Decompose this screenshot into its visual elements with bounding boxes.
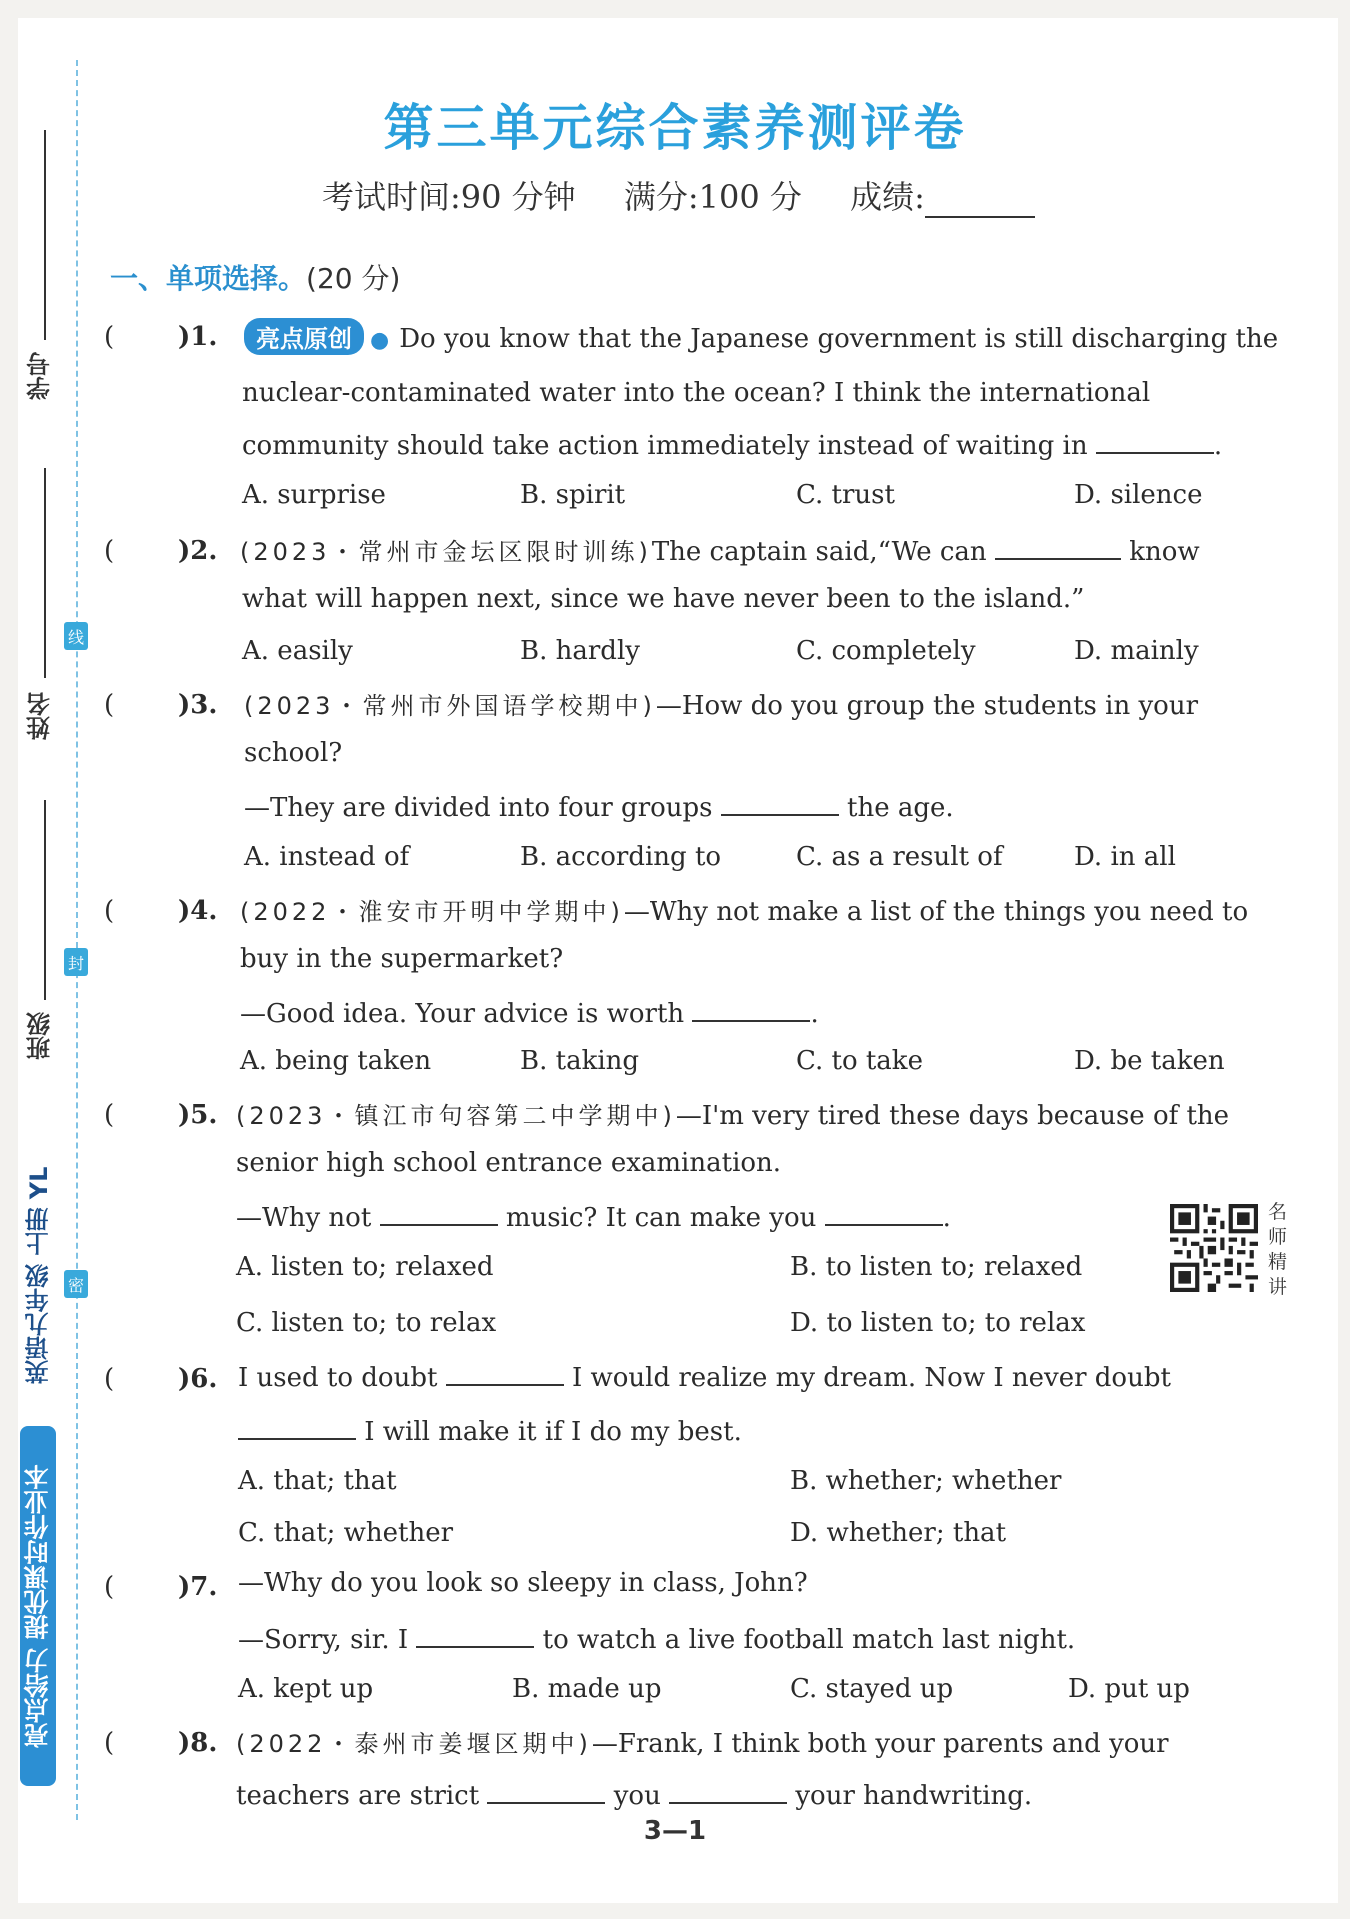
answer-blank[interactable]	[669, 1778, 787, 1804]
question-text: —Why not	[236, 1203, 372, 1233]
binding-dashed-line	[76, 60, 78, 1820]
question-text: —Sorry, sir. I	[238, 1625, 409, 1655]
question-text: —How do you group the students in your	[655, 691, 1199, 721]
question-source: (2022・泰州市姜堰区期中)	[236, 1730, 592, 1758]
option-c[interactable]: C. as a result of	[796, 842, 1003, 872]
student-no-line	[44, 130, 46, 340]
answer-bracket[interactable]: (	[104, 536, 115, 566]
answer-blank[interactable]	[995, 534, 1121, 560]
question-text: I will make it if I do my best.	[364, 1417, 742, 1447]
question-text: to watch a live football match last night.	[542, 1625, 1076, 1655]
option-a[interactable]: A. being taken	[240, 1046, 432, 1076]
option-d[interactable]: D. in all	[1074, 842, 1176, 872]
brand-logo: 亮点给力 提优课时作业本	[20, 1426, 56, 1786]
answer-bracket[interactable]: (	[104, 322, 115, 352]
cut-mark-seal: 封	[64, 948, 88, 976]
question-text: Do you know that the Japanese government is still discharging the	[399, 324, 1279, 354]
option-a[interactable]: A. listen to; relaxed	[236, 1252, 494, 1282]
option-c[interactable]: C. completely	[796, 636, 976, 666]
option-a[interactable]: A. that; that	[238, 1466, 397, 1496]
question-text: you	[613, 1781, 661, 1811]
section-points: (20 分)	[306, 262, 401, 295]
question-text: I would realize my dream. Now I never doubt	[571, 1363, 1171, 1393]
question-text: —They are divided into four groups	[244, 793, 713, 823]
option-d[interactable]: D. mainly	[1074, 636, 1199, 666]
option-d[interactable]: D. put up	[1068, 1674, 1190, 1704]
question-number: )2.	[178, 536, 218, 566]
question-source: (2023・常州市金坛区限时训练)	[240, 538, 652, 566]
option-d[interactable]: D. whether; that	[790, 1518, 1007, 1548]
class-label: 班级	[26, 1012, 55, 1060]
question-text: know	[1129, 537, 1200, 567]
score-label: 成绩:	[850, 178, 925, 216]
page-number: 3—1	[643, 1816, 707, 1846]
qr-code[interactable]	[1170, 1204, 1258, 1292]
option-c[interactable]: C. stayed up	[790, 1674, 954, 1704]
badge-dot-icon: ●	[370, 328, 390, 353]
answer-blank[interactable]	[380, 1200, 498, 1226]
question-number: )8.	[178, 1728, 218, 1758]
cut-mark-secret: 密	[64, 1270, 88, 1298]
question-number: )4.	[178, 896, 218, 926]
option-a[interactable]: A. instead of	[244, 842, 410, 872]
question-number: )7.	[178, 1572, 218, 1602]
answer-blank[interactable]	[692, 996, 810, 1022]
question-text: I used to doubt	[238, 1363, 438, 1393]
option-c[interactable]: C. to take	[796, 1046, 923, 1076]
option-b[interactable]: B. made up	[512, 1674, 662, 1704]
class-line	[44, 800, 46, 1000]
question-text: school?	[244, 738, 343, 768]
page-title: 第三单元综合素养测评卷	[383, 99, 967, 157]
answer-bracket[interactable]: (	[104, 1100, 115, 1130]
question-text: what will happen next, since we have never been to the island.”	[242, 584, 1085, 614]
option-b[interactable]: B. spirit	[520, 480, 626, 510]
option-b[interactable]: B. whether; whether	[790, 1466, 1062, 1496]
question-number: )5.	[178, 1100, 218, 1130]
binding-margin	[0, 0, 84, 1919]
question-text-line: nuclear-contaminated water into the ocean? I think the international	[242, 378, 1151, 408]
answer-blank[interactable]	[825, 1200, 943, 1226]
answer-bracket[interactable]: (	[104, 1728, 115, 1758]
answer-bracket[interactable]: (	[104, 1364, 115, 1394]
question-number: )6.	[178, 1364, 218, 1394]
section-heading	[110, 257, 400, 297]
name-line	[44, 468, 46, 678]
option-b[interactable]: B. taking	[520, 1046, 640, 1076]
option-d[interactable]: D. be taken	[1074, 1046, 1225, 1076]
question-text: —Why do you look so sleepy in class, John?	[238, 1568, 808, 1598]
answer-blank[interactable]	[416, 1622, 534, 1648]
original-badge: 亮点原创	[244, 318, 364, 355]
exam-info	[322, 172, 1073, 218]
option-d[interactable]: D. silence	[1074, 480, 1203, 510]
question-text: your handwriting.	[795, 1781, 1033, 1811]
question-source: (2023・常州市外国语学校期中)	[244, 692, 656, 720]
full-score: 满分:100 分	[623, 178, 802, 216]
student-no-label: 学号	[26, 352, 55, 400]
question-number: )3.	[178, 690, 218, 720]
question-source: (2022・淮安市开明中学期中)	[240, 898, 624, 926]
section-title: 一、单项选择。	[110, 262, 307, 295]
option-a[interactable]: A. easily	[242, 636, 353, 666]
answer-blank[interactable]	[1096, 428, 1214, 454]
cut-mark-line: 线	[64, 622, 88, 650]
question-text: community should take action immediately instead of waiting in	[242, 431, 1088, 461]
answer-blank[interactable]	[721, 790, 839, 816]
score-blank[interactable]	[925, 186, 1035, 218]
option-a[interactable]: A. surprise	[242, 480, 386, 510]
question-text: —Good idea. Your advice is worth	[240, 999, 685, 1029]
question-text: —Why not make a list of the things you need to	[623, 897, 1249, 927]
book-title: 英语九年级 上册 YL	[24, 1166, 53, 1384]
option-c[interactable]: C. trust	[796, 480, 895, 510]
answer-bracket[interactable]: (	[104, 1572, 115, 1602]
answer-bracket[interactable]: (	[104, 896, 115, 926]
name-label: 姓名	[26, 692, 55, 740]
exam-time: 考试时间:90 分钟	[322, 178, 576, 216]
question-text: music? It can make you	[505, 1203, 817, 1233]
question-source: (2023・镇江市句容第二中学期中)	[236, 1102, 676, 1130]
answer-blank[interactable]	[487, 1778, 605, 1804]
exam-sheet	[18, 18, 1338, 1903]
brand-bar	[18, 1140, 58, 1800]
option-b[interactable]: B. to listen to; relaxed	[790, 1252, 1083, 1282]
answer-blank[interactable]	[238, 1414, 356, 1440]
question-text: buy in the supermarket?	[240, 944, 564, 974]
option-b[interactable]: B. according to	[520, 842, 722, 872]
question-text: teachers are strict	[236, 1781, 480, 1811]
option-c[interactable]: C. that; whether	[238, 1518, 454, 1548]
option-d[interactable]: D. to listen to; to relax	[790, 1308, 1086, 1338]
answer-blank[interactable]	[446, 1360, 564, 1386]
option-c[interactable]: C. listen to; to relax	[236, 1308, 497, 1338]
question-text: senior high school entrance examination.	[236, 1148, 782, 1178]
question-text	[242, 378, 1151, 408]
question-number: )1.	[178, 322, 218, 352]
qr-label: 名师精讲	[1268, 1201, 1288, 1298]
answer-bracket[interactable]: (	[104, 690, 115, 720]
option-a[interactable]: A. kept up	[238, 1674, 374, 1704]
option-b[interactable]: B. hardly	[520, 636, 640, 666]
question-text: The captain said,“We can	[651, 537, 987, 567]
question-text: —Frank, I think both your parents and your	[591, 1729, 1169, 1759]
question-text: the age.	[847, 793, 954, 823]
question-text: —I'm very tired these days because of the	[675, 1101, 1230, 1131]
